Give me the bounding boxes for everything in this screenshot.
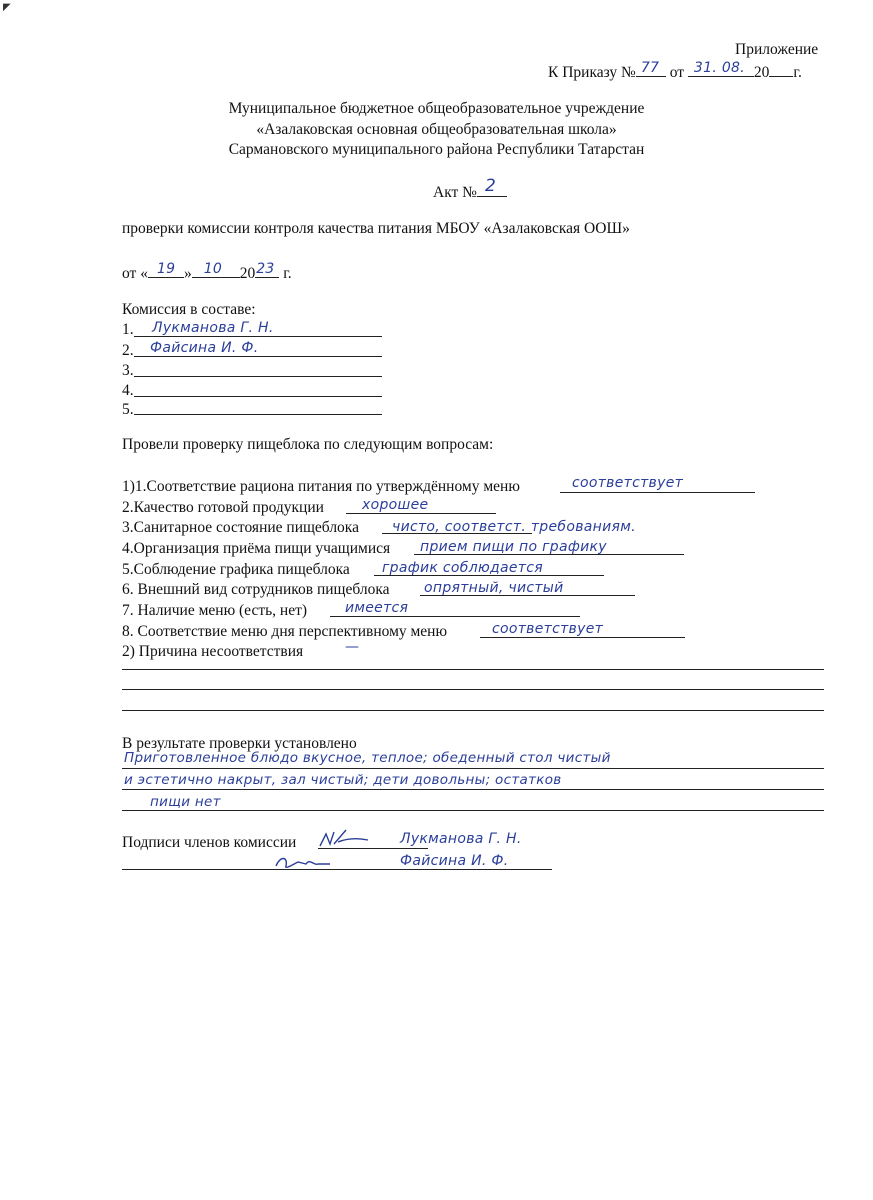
signature-name-1: Лукманова Г. Н. <box>400 831 522 847</box>
member-2-line <box>134 356 382 357</box>
reason-label: 2) Причина несоответствия <box>122 643 304 660</box>
order-year-suffix: г. <box>793 64 802 81</box>
signature-name-2: Файсина И. Ф. <box>400 853 509 869</box>
act-date-line <box>122 263 292 282</box>
member-5-num: 5. <box>122 401 134 418</box>
corner-mark: ◤ <box>3 2 11 13</box>
member-1-line <box>134 336 382 337</box>
signature-mark-1 <box>318 828 372 854</box>
member-2-num: 2. <box>122 342 134 359</box>
item-6-label: 6. Внешний вид сотрудников пищеблока <box>122 581 390 598</box>
result-line-1 <box>122 768 824 769</box>
reason-line-1 <box>122 669 824 670</box>
header-line-1: Муниципальное бюджетное общеобразовательное учреждение <box>228 100 645 117</box>
order-date: 31. 08. <box>693 60 746 76</box>
date-month: 10 <box>203 261 223 277</box>
item-8-label: 8. Соответствие меню дня перспективному меню <box>122 623 448 640</box>
signature-mark-2 <box>272 852 336 874</box>
act-title <box>433 176 507 201</box>
item-7-line <box>330 616 580 617</box>
reason-line-3 <box>122 710 824 711</box>
result-text-1: Приготовленное блюдо вкусное, теплое; обеденный стол чистый <box>124 750 611 766</box>
act-number: 2 <box>484 176 497 196</box>
header-line-2: «Азалаковская основная общеобразовательная школа» <box>256 121 617 138</box>
reason-line-2 <box>122 689 824 690</box>
date-year-prefix: 20 <box>239 265 256 282</box>
date-day: 19 <box>156 261 176 277</box>
order-date-prefix: от <box>669 64 685 81</box>
commission-heading: Комиссия в составе: <box>122 301 256 318</box>
reason-answer: — <box>345 639 360 655</box>
result-heading: В результате проверки установлено <box>122 735 357 752</box>
date-year: 23 <box>256 261 275 277</box>
item-3-answer: чисто, соответст. требованиям. <box>392 519 636 535</box>
order-year-prefix: 20 <box>753 64 770 81</box>
member-4-num: 4. <box>122 382 134 399</box>
member-1-name: Лукманова Г. Н. <box>152 320 274 336</box>
item-1-line <box>560 492 755 493</box>
member-5-line <box>134 414 382 415</box>
item-4-label: 4.Организация приёма пищи учащимися <box>122 540 391 557</box>
item-1-answer: соответствует <box>572 475 684 491</box>
item-7-label: 7. Наличие меню (есть, нет) <box>122 602 308 619</box>
result-text-2: и эстетично накрыт, зал чистый; дети довольны; остатков <box>124 772 562 788</box>
result-text-3: пищи нет <box>150 794 221 810</box>
item-3-label: 3.Санитарное состояние пищеблока <box>122 519 359 536</box>
result-line-3 <box>122 810 824 811</box>
act-label: Акт № <box>433 184 477 201</box>
order-line <box>548 62 802 81</box>
item-8-answer: соответствует <box>492 621 604 637</box>
item-5-answer: график соблюдается <box>382 560 543 576</box>
item-2-answer: хорошее <box>362 497 429 513</box>
order-prefix: К Приказу № <box>548 64 636 81</box>
appendix-title: Приложение <box>735 41 819 58</box>
signatures-heading: Подписи членов комиссии <box>122 834 297 851</box>
result-line-2 <box>122 789 824 790</box>
order-number: 77 <box>640 60 660 76</box>
signature-line-2 <box>122 869 552 870</box>
item-2-label: 2.Качество готовой продукции <box>122 499 324 516</box>
inspection-heading: Провели проверку пищеблока по следующим вопросам: <box>122 436 494 453</box>
item-7-answer: имеется <box>345 600 409 616</box>
member-3-line <box>134 376 382 377</box>
member-2-name: Файсина И. Ф. <box>150 340 259 356</box>
item-8-line <box>480 637 685 638</box>
item-2-line <box>346 513 496 514</box>
item-1-label: 1)1.Соответствие рациона питания по утверждённому меню <box>122 478 520 495</box>
date-mid: » <box>183 265 192 282</box>
item-4-answer: прием пищи по графику <box>420 539 607 555</box>
member-3-num: 3. <box>122 362 134 379</box>
act-subject: проверки комиссии контроля качества питания МБОУ «Азалаковская ООШ» <box>122 220 630 237</box>
item-5-label: 5.Соблюдение графика пищеблока <box>122 561 350 578</box>
date-prefix: от « <box>122 265 148 282</box>
header-line-3: Сармановского муниципального района Республики Татарстан <box>228 141 645 158</box>
member-1-num: 1. <box>122 321 134 338</box>
date-suffix: г. <box>283 265 292 282</box>
item-6-answer: опрятный, чистый <box>424 580 564 596</box>
member-4-line <box>134 396 382 397</box>
